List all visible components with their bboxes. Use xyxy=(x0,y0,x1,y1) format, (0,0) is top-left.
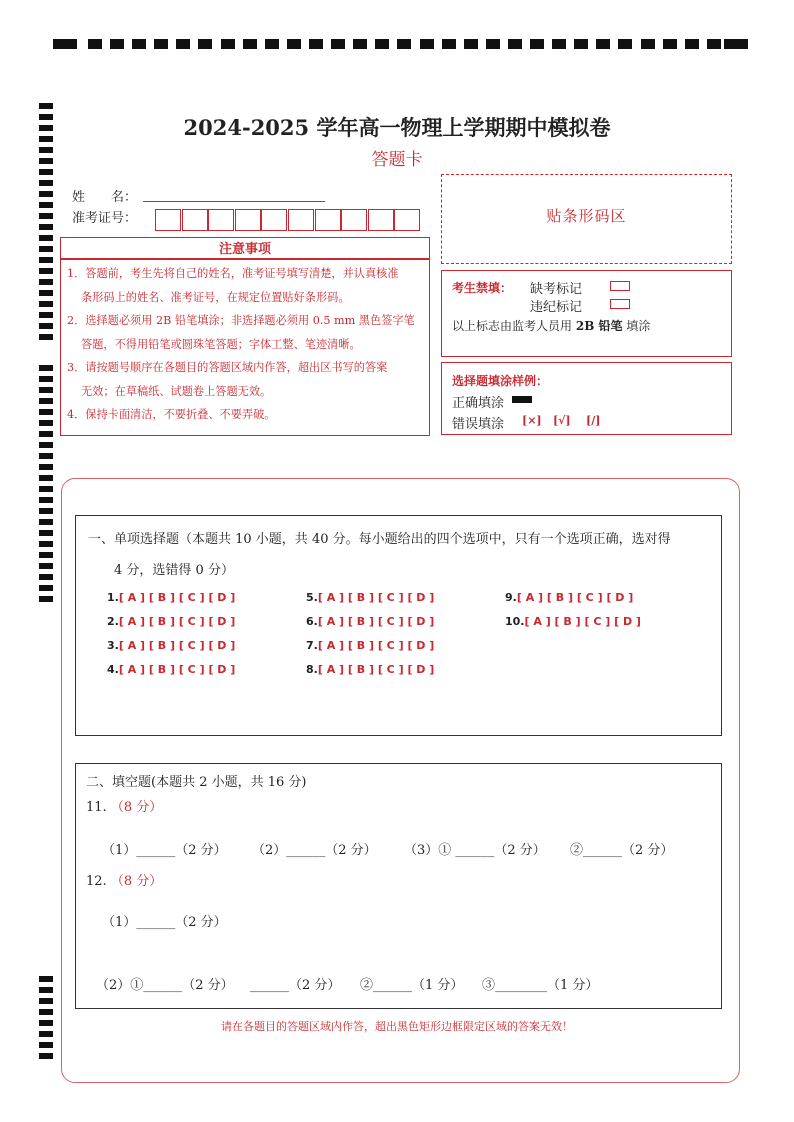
notice-item: 答题，不得用铅笔或圆珠笔答题；字体工整、笔迹清晰。 xyxy=(81,337,361,351)
timing-mark xyxy=(353,39,367,49)
option-bubbles[interactable]: [ A ] [ B ] [ C ] [ D ] xyxy=(317,591,435,604)
notice-item: 3．请按题号顺序在各题目的答题区域内作答，超出区书写的答案 xyxy=(67,361,388,374)
question-number: 3. xyxy=(107,639,119,652)
timing-mark xyxy=(265,39,279,49)
q12-part2a[interactable]: （2）①______（2 分） xyxy=(96,978,234,993)
timing-mark xyxy=(618,39,632,49)
q12-part2c[interactable]: ②______（1 分） xyxy=(360,978,464,993)
violation-label: 违纪标记 xyxy=(530,300,583,315)
correct-label: 正确填涂 xyxy=(452,396,505,411)
section1-title: 一、单项选择题（本题共 10 小题，共 40 分。每小题给出的四个选项中，只有一个选项正确，选对得 xyxy=(88,532,671,547)
mc-question-5[interactable] xyxy=(306,591,434,604)
timing-mark xyxy=(39,987,53,993)
mc-question-7[interactable] xyxy=(306,639,434,652)
id-digit-box[interactable] xyxy=(315,209,341,231)
id-digit-box[interactable] xyxy=(368,209,394,231)
timing-mark xyxy=(508,39,522,49)
question-number: 9. xyxy=(505,591,517,604)
q12-number: 12. xyxy=(86,874,107,889)
correct-fill-sample xyxy=(512,396,532,403)
option-bubbles[interactable]: [ A ] [ B ] [ C ] [ D ] xyxy=(317,615,435,628)
timing-mark xyxy=(221,39,235,49)
timing-mark xyxy=(707,39,721,49)
q12-part2d[interactable]: ③________（1 分） xyxy=(482,978,599,993)
timing-mark xyxy=(198,39,212,49)
timing-mark xyxy=(176,39,190,49)
mc-question-3[interactable] xyxy=(107,639,235,652)
wrong-mark: [×] xyxy=(522,414,542,427)
question-number: 8. xyxy=(306,663,318,676)
timing-mark xyxy=(39,552,53,558)
timing-mark xyxy=(39,398,53,404)
notice-header xyxy=(60,237,430,259)
wrong-mark: [√] xyxy=(553,414,571,427)
q11-points: （8 分） xyxy=(110,800,163,815)
question-number: 6. xyxy=(306,615,318,628)
barcode-area xyxy=(441,174,732,264)
q12-part1[interactable]: （1）______（2 分） xyxy=(102,915,227,930)
wrong-mark: [/] xyxy=(586,414,601,427)
name-input[interactable] xyxy=(143,201,325,202)
timing-mark xyxy=(39,257,53,263)
id-label: 准考证号： xyxy=(72,211,138,226)
sample-box xyxy=(441,362,732,435)
note-bold: 2B 铅笔 xyxy=(575,319,623,333)
question-number: 1. xyxy=(107,591,119,604)
timing-mark xyxy=(110,39,124,49)
timing-mark xyxy=(685,39,699,49)
timing-mark xyxy=(641,39,655,49)
q11-part1[interactable]: （1）______（2 分） xyxy=(102,843,227,858)
timing-mark xyxy=(39,268,53,274)
timing-mark xyxy=(39,596,53,602)
timing-mark xyxy=(39,497,53,503)
timing-mark xyxy=(39,486,53,492)
timing-mark xyxy=(309,39,323,49)
mc-question-10[interactable] xyxy=(505,615,641,628)
option-bubbles[interactable]: [ A ] [ B ] [ C ] [ D ] xyxy=(516,591,634,604)
option-bubbles[interactable]: [ A ] [ B ] [ C ] [ D ] xyxy=(524,615,641,628)
mc-question-2[interactable] xyxy=(107,615,235,628)
timing-mark xyxy=(39,976,53,982)
q11-number: 11. xyxy=(86,800,107,815)
page-subtitle: 答题卡 xyxy=(371,150,423,170)
id-digit-box[interactable] xyxy=(182,209,208,231)
timing-mark xyxy=(39,213,53,219)
sample-title: 选择题填涂样例： xyxy=(452,374,549,388)
timing-mark xyxy=(39,334,53,340)
timing-mark xyxy=(53,39,77,49)
timing-mark xyxy=(39,290,53,296)
q11-part4[interactable]: ②______（2 分） xyxy=(570,843,674,858)
timing-mark xyxy=(39,585,53,591)
timing-mark xyxy=(39,365,53,371)
timing-mark xyxy=(287,39,301,49)
absent-checkbox[interactable] xyxy=(610,281,630,291)
notice-item: 条形码上的姓名、准考证号，在规定位置贴好条形码。 xyxy=(81,290,350,304)
timing-mark xyxy=(442,39,456,49)
note-suffix: 填涂 xyxy=(626,319,651,333)
timing-mark xyxy=(39,530,53,536)
violation-checkbox[interactable] xyxy=(610,299,630,309)
id-digit-box[interactable] xyxy=(394,209,420,231)
id-digit-box[interactable] xyxy=(235,209,261,231)
timing-mark xyxy=(39,464,53,470)
q12-part2b[interactable]: ______（2 分） xyxy=(250,978,341,993)
page-title: 2024-2025 学年高一物理上学期期中模拟卷 xyxy=(183,115,611,140)
timing-mark xyxy=(39,574,53,580)
notice-title: 注意事项 xyxy=(218,242,271,257)
notice-item: 2．选择题必须用 2B 铅笔填涂；非选择题必须用 0.5 mm 黑色签字笔 xyxy=(67,314,415,327)
timing-mark xyxy=(39,475,53,481)
timing-mark xyxy=(39,1009,53,1015)
notice-item: 无效；在草稿纸、试题卷上答题无效。 xyxy=(81,384,272,398)
mc-question-8[interactable] xyxy=(306,663,434,676)
note-prefix: 以上标志由监考人员用 xyxy=(452,319,573,333)
timing-mark xyxy=(663,39,677,49)
timing-mark xyxy=(39,508,53,514)
prohibited-title: 考生禁填： xyxy=(452,281,513,295)
q11 xyxy=(86,796,162,815)
wrong-label: 错误填涂 xyxy=(452,417,505,432)
timing-mark xyxy=(486,39,500,49)
timing-mark xyxy=(39,442,53,448)
timing-mark xyxy=(39,541,53,547)
timing-mark xyxy=(39,180,53,186)
notice-item: 4．保持卡面清洁，不要折叠、不要弄破。 xyxy=(67,408,276,421)
id-digit-box[interactable] xyxy=(261,209,287,231)
barcode-label: 贴条形码区 xyxy=(546,207,627,225)
option-bubbles[interactable]: [ A ] [ B ] [ C ] [ D ] xyxy=(118,591,236,604)
timing-mark xyxy=(39,323,53,329)
question-number: 5. xyxy=(306,591,318,604)
timing-mark xyxy=(243,39,257,49)
timing-mark xyxy=(39,431,53,437)
mc-question-9[interactable] xyxy=(505,591,633,604)
option-bubbles[interactable]: [ A ] [ B ] [ C ] [ D ] xyxy=(317,639,435,652)
timing-mark xyxy=(39,409,53,415)
timing-mark xyxy=(39,420,53,426)
timing-mark xyxy=(39,202,53,208)
timing-mark xyxy=(39,563,53,569)
question-number: 4. xyxy=(107,663,119,676)
q11-part2[interactable]: （2）______（2 分） xyxy=(252,843,377,858)
timing-mark xyxy=(39,279,53,285)
timing-mark xyxy=(39,1053,53,1059)
option-bubbles[interactable]: [ A ] [ B ] [ C ] [ D ] xyxy=(118,639,236,652)
option-bubbles[interactable]: [ A ] [ B ] [ C ] [ D ] xyxy=(118,663,236,676)
timing-mark xyxy=(39,376,53,382)
q12-points: （8 分） xyxy=(110,874,163,889)
timing-mark xyxy=(331,39,345,49)
question-number: 10. xyxy=(505,615,525,628)
section2-box xyxy=(75,763,722,1009)
section1-title-cont: 4 分，选错得 0 分） xyxy=(114,563,234,578)
timing-mark xyxy=(530,39,544,49)
id-digit-box[interactable] xyxy=(288,209,314,231)
timing-mark xyxy=(596,39,610,49)
id-digit-box[interactable] xyxy=(341,209,367,231)
timing-mark xyxy=(154,39,168,49)
absent-label: 缺考标记 xyxy=(530,282,583,297)
timing-mark xyxy=(39,387,53,393)
timing-mark xyxy=(39,224,53,230)
prohibited-note xyxy=(452,317,650,334)
timing-mark xyxy=(39,998,53,1004)
section1-box xyxy=(75,515,722,736)
notice-item: 1．答题前，考生先将自己的姓名，准考证号填写清楚，并认真核准 xyxy=(67,267,399,280)
timing-mark xyxy=(39,235,53,241)
timing-mark xyxy=(88,39,102,49)
question-number: 2. xyxy=(107,615,119,628)
timing-mark xyxy=(39,246,53,252)
timing-mark xyxy=(39,453,53,459)
q12 xyxy=(86,870,162,889)
timing-mark xyxy=(574,39,588,49)
mc-question-6[interactable] xyxy=(306,615,434,628)
footer-warning: 请在各题目的答题区域内作答，超出黑色矩形边框限定区域的答案无效！ xyxy=(221,1020,573,1033)
section2-title: 二、填空题(本题共 2 小题，共 16 分) xyxy=(86,775,307,790)
option-bubbles[interactable]: [ A ] [ B ] [ C ] [ D ] xyxy=(118,615,236,628)
timing-mark xyxy=(375,39,389,49)
timing-mark xyxy=(39,312,53,318)
name-label: 姓 名： xyxy=(72,190,138,205)
mc-question-1[interactable] xyxy=(107,591,235,604)
q11-part3[interactable]: （3）① ______（2 分） xyxy=(404,843,546,858)
id-digit-box[interactable] xyxy=(155,209,181,231)
prohibited-box xyxy=(441,270,732,357)
timing-mark xyxy=(39,191,53,197)
timing-mark xyxy=(39,301,53,307)
timing-mark xyxy=(397,39,411,49)
timing-mark xyxy=(420,39,434,49)
option-bubbles[interactable]: [ A ] [ B ] [ C ] [ D ] xyxy=(317,663,435,676)
timing-mark xyxy=(132,39,146,49)
notice-box xyxy=(60,259,430,436)
timing-mark xyxy=(552,39,566,49)
timing-mark xyxy=(464,39,478,49)
timing-mark xyxy=(39,519,53,525)
question-number: 7. xyxy=(306,639,318,652)
timing-mark xyxy=(39,1042,53,1048)
mc-question-4[interactable] xyxy=(107,663,235,676)
timing-mark xyxy=(39,103,53,109)
timing-mark xyxy=(724,39,748,49)
id-digit-box[interactable] xyxy=(208,209,234,231)
